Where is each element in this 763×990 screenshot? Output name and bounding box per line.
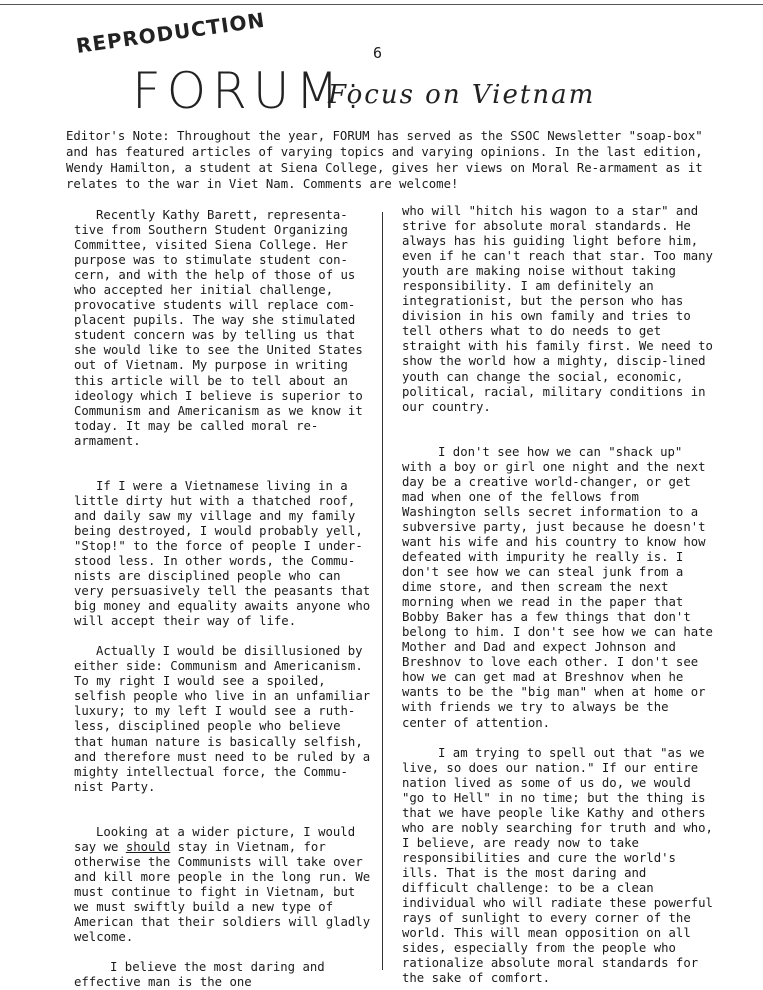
left-paragraph-3: Actually I would be disillusioned by either side: Communism and Americanism. To my right I would see a spoiled, selfish people who live in an unfamiliar luxury; to my left I would see a ruth-less, disciplined people who believe that human nature is basically selfish, and therefore must need to be ruled by a mighty intellectual force, the Commu-nist Party. — [74, 644, 371, 794]
column-divider — [382, 212, 383, 970]
right-paragraph-1: who will "hitch his wagon to a star" and strive for absolute moral standards. He always has his guiding light before him, even if he can't reach that star. Too many youth are making noise without taking responsibility. I am definitely an integrationist, but the person who has division in his own family and tries to tell others what to do needs to get straight with his family first. We need to show the world how a mighty, discip-lined youth can change the social, economic, political, racial, military conditions in our country. — [402, 204, 713, 414]
underlined-word: should — [125, 839, 171, 854]
left-paragraph-4 — [74, 825, 372, 945]
editors-note: Editor's Note: Throughout the year, FORUM has served as the SSOC Newsletter "soap-box" and has featured articles of varying topics and varying opinions. In the last edition, Wendy Hamilton, a student at Siena College, gives her views on Moral Re-armament as it relates to the war in Viet Nam. Comments are welcome! — [66, 129, 703, 191]
page-number: 6 — [373, 44, 383, 62]
left-paragraph-1: Recently Kathy Barett, representa-tive from Southern Student Organizing Committee, visited Siena College. Her purpose was to stimulate student con-cern, and with the help of those of us who accepted her initial challenge, provocative students will replace com-placent pupils. The way she stimulated student concern was by telling us that she would like to see the United States out of Vietnam. My purpose in writing this article will be to tell about an ideology which I believe is superior to Communism and Americanism as we know it today. It may be called moral re-armament. — [74, 208, 363, 448]
left-paragraph-4-before: Looking at a wider picture, I would say we — [74, 824, 356, 854]
left-paragraph-4-after: stay in Vietnam, for otherwise the Communists will take over and kill more people in the long run. We must continue to fight in Vietnam, but we must swiftly build a new type of American that their soldiers will gladly welcome. — [74, 839, 371, 945]
left-paragraph-2: If I were a Vietnamese living in a little dirty hut with a thatched roof, and daily saw my village and my family being destroyed, I would probably yell, "Stop!" to the force of people I under-stood less. In other words, the Commu-nists are disciplined people who can very persuasively tell the peasants that big money and equality awaits anyone who will accept their way of life. — [74, 478, 371, 629]
right-paragraph-3: I am trying to spell out that "as we live, so does our nation." If our entire nation lived as some of us do, we would "go to Hell" in no time; but the thing is that we have people like Kathy and others who are nobly searching for truth and who, I believe, are ready now to take responsibilities and cure the world's ills. That is the most daring and difficult challenge: to be a clean individual who will radiate these powerful rays of sunlight to every corner of the world. This will mean opposition on all sides, especially from the people who rationalize absolute moral standards for the sake of comfort. — [402, 745, 713, 986]
reproduction-stamp: REPRODUCTION — [74, 7, 267, 58]
forum-title: FORUM: — [132, 62, 368, 120]
left-column — [74, 208, 372, 990]
left-paragraph-5: I believe the most daring and effective man is the one — [74, 960, 325, 990]
right-paragraph-2: I don't see how we can "shack up" with a boy or girl one night and the next day be a creative world-changer, or get mad when one of the fellows from Washington sells secret information to a subversive party, just because he doesn't want his wife and his country to know how defeated with impurity he really is. I don't see how we can steal junk from a dime store, and then scream the next morning when we read in the paper that Bobby Baker has a few things that don't belong to him. I don't see how we can hate Mother and Dad and expect Johnson and Breshnov to love each other. I don't see how we can get mad at Breshnov when he wants to be the "big man" when at home or with friends we try to always be the center of attention. — [402, 444, 713, 730]
top-border-line — [0, 4, 763, 5]
right-column — [402, 204, 714, 986]
forum-subtitle: Focus on Vietnam — [328, 80, 596, 110]
